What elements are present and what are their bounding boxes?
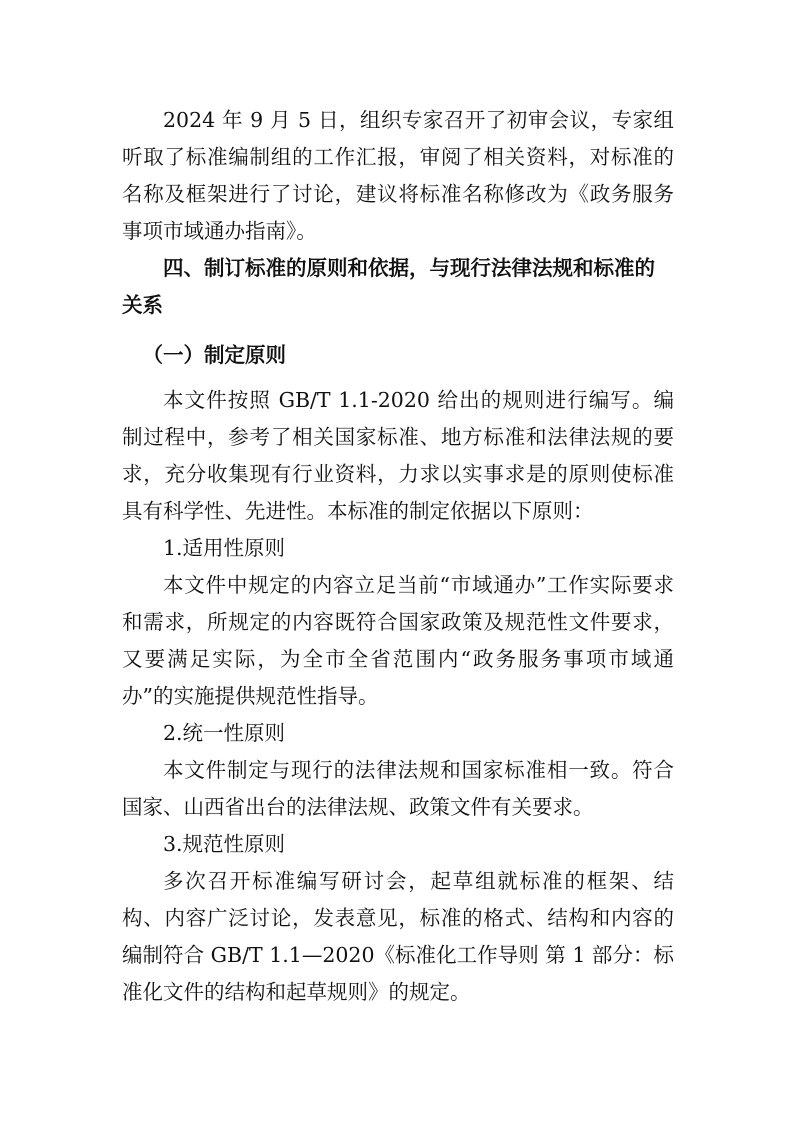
principle-title-normativity: 3.规范性原则 xyxy=(163,832,286,856)
paragraph-review-meeting: 2024 年 9 月 5 日，组织专家召开了初审会议，专家组听取了标准编制组的工作汇报，审阅了相关资料，对标准的名称及框架进行了讨论，建议将标准名称修改为《政务服务事项市域通办指南》。 xyxy=(122,108,674,243)
subsection-heading: （一）制定原则 xyxy=(142,343,286,367)
paragraph-intro: 本文件按照 GB/T 1.1-2020 给出的规则进行编写。编制过程中，参考了相关国家标准、地方标准和法律法规的要求，充分收集现有行业资料，力求以实事求是的原则使标准具有科学性、先进性。本标准的制定依据以下原则： xyxy=(122,388,674,523)
principle-title-uniformity: 2.统一性原则 xyxy=(163,721,286,745)
document-body xyxy=(122,102,674,1011)
principle-title-applicability: 1.适用性原则 xyxy=(163,536,286,560)
section-heading: 四、制订标准的原则和依据，与现行法律法规和标准的关系 xyxy=(122,256,655,317)
principle-body-applicability: 本文件中规定的内容立足当前“市域通办”工作实际要求和需求，所规定的内容既符合国家政策及规范性文件要求，又要满足实际，为全市全省范围内“政务服务事项市域通办”的实施提供规范性指导。 xyxy=(122,573,674,708)
principle-body-normativity: 多次召开标准编写研讨会，起草组就标准的框架、结构、内容广泛讨论，发表意见，标准的格式、结构和内容的编制符合 GB/T 1.1—2020《标准化工作导则 第 1 部分：标准化文件的结构和起草规则》的规定。 xyxy=(122,869,674,1004)
principle-body-uniformity: 本文件制定与现行的法律法规和国家标准相一致。符合国家、山西省出台的法律法规、政策文件有关要求。 xyxy=(122,758,674,819)
